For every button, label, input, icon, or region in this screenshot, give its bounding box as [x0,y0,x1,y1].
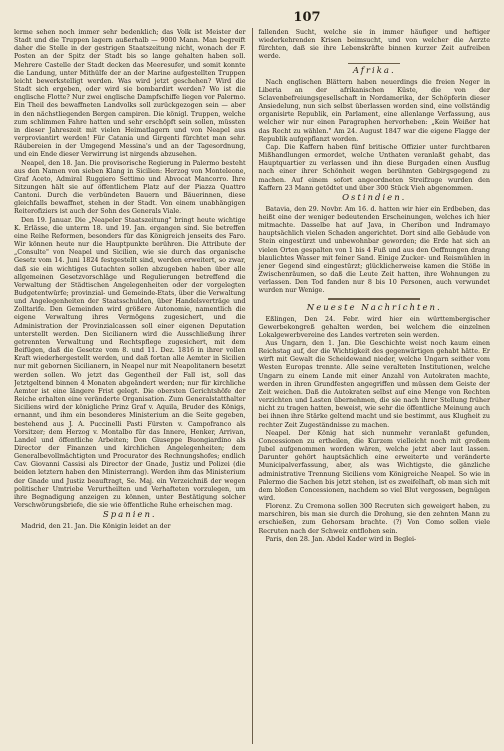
right-paragraph-6: Aus Ungarn, den 1. Jan. Die Geschichte weist noch kaum einen Reichstag auf, der die Wichtigkeit des gegenwärtigen gehabt hätte. Er wirft mit Gewalt die Scheidewand nieder, welche Ungarn seither vom Westen Europas trennte. Alle seine veralteten Institutionen, welche Ungarn zu einem Lande mit einer Anzahl von Autokraten machte, werden in ihren Grundfesten angegriffen und müssen dem Geiste der Zeit weichen. Daß die Autokraten selbst auf eine Menge von Rechten verzichten und Lasten übernehmen, die sie nach ihrer Stellung früher nicht zu tragen hatten, beweist, wie sehr die öffentliche Meinung auch bei ihnen ihre Stärke geltend macht und sie bestimmt, aus Klugheit zu rechter Zeit Zugeständnisse zu machen. [258,339,490,429]
right-paragraph-2: Nach englischen Blättern haben neuerdings die freien Neger in Liberia an der afrikanischen Küste, die von der Sclavenbefreiungsgesellschaft in Nordamerika, der Schöpferin dieser Ansiedelung, nun sich selbst überlassen worden sind, eine vollständig organisirte Republik, ein Parlament, eine allenlange Verfassung, aus welcher wir nur einen Paragraphen hervorheben: „Kein Weißer hat das Recht zu wählen." Am 24. August 1847 war die eigene Flagge der Republik aufgepflanzt worden. [258,77,490,143]
right-paragraph-5: Eßlingen, Den 24. Febr. wird hier ein württembergischer Gewerbekongreß gehalten werden, bei welchem die einzelnen Lokalgewerbvereine des Landes vertreten sein werden. [258,314,490,339]
section-heading-spain: Spanien. [102,510,157,521]
left-column [14,28,246,744]
right-paragraph-3: Cap. Die Kaffern haben fünf britische Offizier unter furchtbaren Mißhandlungen ermordet, welche Unthaten veranlaßt gehabt, das Hauptquartier zu verlassen und ihn diese Burgaden einen Ausflug nach einer ihrer Schönheit wegen berühmten Gebirgsgegend zu machen. Auf einem sofort angeordneten Streifzuge wurden den Kaffern 23 Mann getödtet und über 300 Stück Vieh abgenommen. [258,142,490,192]
right-paragraph-4: Batavia, den 29. Novbr. Am 16. d. hatten wir hier ein Erdbeben, das heißt eine der weniger bedeutenden Erscheinungen, welches ich hier mitmachte. Dasselbe hat auf Java, in Cheribon und Indramayo hauptsächlich vielen Schaden angerichtet. Dort sind alle Gebäude von Stein eingestürzt und unbewohnbar geworden; die Erde hat sich an vielen Orten gespalten von 1 bis 4 Fuß und aus den Oeffnungen drang blaulichtes Wasser mit feiner Sand. Einige Zucker- und Reismühlen in jener Gegend sind eingestürzt; glücklicherweise kamen die Stöße in Zwischenräumen, so daß die Leute Zeit hatten, ihre Wohnungen zu verlassen. Den Tod fanden nur 8 bis 10 Personen, auch verwundet wurden nur Wenige. [258,204,490,295]
section-heading-africa: Afrika. [352,65,396,76]
right-paragraph-1: fallenden Sucht, welche sie in immer häufiger und heftiger wiederkehrenden Krisen beimsucht, und von welcher die Aerzte fürchten, daß sie ihre Lebenskräfte binnen kurzer Zeit aufreiben werde. [258,28,490,61]
page-number: 107 [293,10,321,25]
columns [14,28,490,744]
left-paragraph-2: Neapel, den 18. Jan. Die provisorische Regierung in Palermo besteht aus den Namen von sieben Klang in Sicilien: Herzog von Monteleone, Graf Aceto, Admiral Ruggiero Settimo und Abvocat Mancorro. Ihre Sitzungen hält sie auf öffentlichem Platz auf der Piazza Quattro Cantoni. Durch die verbündeten Bauern und Bäuerinnen, diese gleichfalls bewaffnet, stehen in der Stadt. Von einem unabhängigen Reiterofiziers ist auch der Sohn des Generals Viale. [14,158,246,216]
right-paragraph-9: Paris, den 28. Jan. Abdel Kader wird in Beglei- [265,534,417,543]
section-divider [348,63,400,64]
left-paragraph-1: lerme sehen noch immer sehr bedenklich; das Volk ist Meister der Stadt und die Truppen lagern außerhalb — 9000 Mann. Man begreift daher die Stelle in der gestrigen Staatszeitung nicht, wonach der F. Posten an der Spitz der Stadt bis so lange gehalten haben soll. Mehrere Castelle der Stadt decken das Meeresufer, und somit konnte die Landung, unter Mithülfe der an der Marine aufgestellten Truppen leicht bewerkstelligt werden. Was wird jetzt geschehen? Wird die Stadt sich ergeben, oder wird sie bombardirt werden? Wo ist die englische Flotte? Nur zwei englische Dampfschiffe liegen vor Palermo. Ein Theil des bewaffneten Landvolks soll zurückgezogen sein — aber in den nächstliegenden Bergen campiren. Die königl. Truppen, welche zum schlimmen Fahre hatten und sehr erschöpft sein sollen, müssten in dieser Jahreszeit mit vielen Heimatlagern und von Neapel aus verproviantirt werden! Für Catania und Girgenti fürchtet man sehr. Räubereien in der Umgegend Messina's und an der Tagesordnung, und ein Ende dieser Verwirrung ist nirgends abzusehen. [14,28,246,159]
left-paragraph-4: Madrid, den 21. Jan. Die Königin leidet an der [21,522,171,531]
column-divider [252,28,253,744]
right-paragraph-8: Florenz. Zu Cremona sollen 300 Recruten sich geweigert haben, zu marschiren, bis man sie durch die Drohung, sie den zehnten Mann zu erschießen, zum Gehorsam brachte. (?) Von Como sollen viele Recruten nach der Schweiz entflohen sein. [258,502,490,535]
section-heading-east-indies: Ostindien. [342,192,407,203]
right-paragraph-7: Neapel. Der König hat sich nunmehr veranlaßt gefunden, Concessionen zu ertheilen, die Kurzem vielleicht noch mit großem Jubel aufgenommen worden wären, welche jetzt aber laut lassen. Darunter gehört hauptsächlich eine erweiterte und veränderte Municipalverfassung, aber, als was Wichtigste, die gänzliche administrative Trennung Siciliens vom Königreiche Neapel. So wie in Palermo die Sachen bis jetzt stehen, ist es zweifelhaft, ob man sich mit dem bloßen Concessionen, nachdem so viel Blut vergossen, begnügen wird. [258,428,490,502]
section-divider-double [328,298,420,300]
right-column [258,28,490,744]
section-heading-latest-news: Neueste Nachrichten. [306,302,442,313]
left-paragraph-3: Den 19. Januar. Die „Neapeler Staatszeitung" bringt heute wichtige K. Erlässe, die unterm 18. und 19. Jan. ergangen sind. Sie betreffen eine Reihe Reformen, besonders für das Königreich jenseits des Faro. Wir können heute nur die Hauptpunkte berühren. Die Attribute der „Consulte" von Neapel und Sicilien, wie sie durch das organische Gesetz vom 14. Juni 1824 festgestellt sind, werden erweitert, so zwar, daß sie ein wichtiges Gutachten sollen abzugeben haben über alle allgemeinen Gesetzvorschläge und Regulierungen betreffend die Verwaltung der Städtischen Angelegenheiten oder der vorgelegten Budgetentwürfe; provinzial- und Gemeinde-Etats, über die Verwaltung und Angelegenheiten der Staatsschulden, über Handelsverträge und Zolltarife. Den Gemeinden wird größere Autonomie, namentlich die eigene Verwaltung ihres Vermögens zugesichert, und die Administration der Provinzialcassen soll einer eigenen Deputation unterstellt werden. Den Sicilianern wird die Ausschließung ihrer getrennten Verwaltung und Rechtspflege zugesichert, mit dem Beifügen, daß die Gesetze vom 8. und 11. Dez. 1816 in ihrer vollen Kraft wiederhergestellt werden, und daß fortan alle Aemter in Sicilien nur mit gebornen Sicilianern, in Neapel nur mit Neapolitanern besetzt werden sollen. Wo jetzt das Gegentheil der Fall ist, soll das Jetztgeltend binnen 4 Monaten abgeändert werden; nur für kirchliche Aemter ist eine längere Frist gelegt. Die obersten Gerichtshöfe der Reiche erhalten eine veränderte Organisation. Zum Generalstatthalter Siciliens wird der königliche Prinz Graf v. Aquila, Bruder des Königs, ernannt, und ihm ein besonderes Ministerium an die Seite gegeben, bestehend aus J. A. Puccinelli Pasti Fürsten v. Campofranco als Vorsitzer; dem Herzog v. Montalbo für das Innere, Henker, Arrivan, Landel und öffentliche Arbeiten; Don Giuseppe Buongiardino als Director der Finanzen und kirchlichen Angelegenheiten; dem Generalbevollmächtigten und Procurator des Rechnungshofes; endlich Cav. Giovanni Cassisi als Director der Gnade, Justiz und Polizei (die beiden letztern haben den Ministerrang). Werden ihm das Ministerium der Gnade und Justiz beauftragt, Se. Maj. ein Verzeichniß der wegen politischer Umtriebe Verurtheilten und Verhafteten vorzulegen, um ihre Begnadigung anzeigen zu können, unter Bestätigung solcher Verschwörungsbriefe, die sie wie öffentliche Ruhe erheischen mag. [14,215,246,510]
